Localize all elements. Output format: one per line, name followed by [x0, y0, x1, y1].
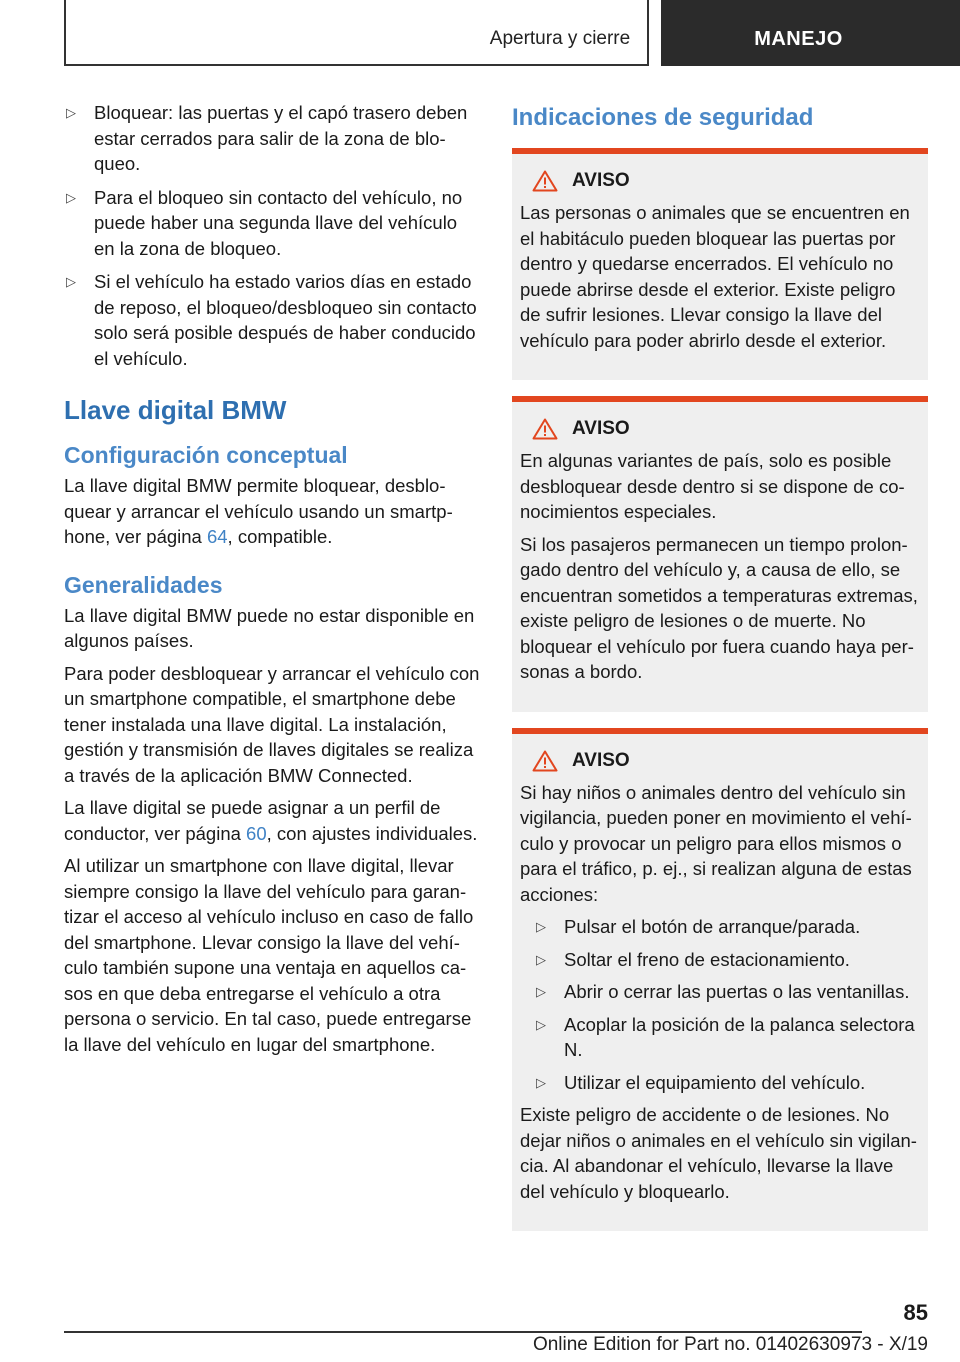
- list-item: ▷ Abrir o cerrar las puertas o las ventanillas.: [534, 979, 920, 1005]
- triangle-right-icon: ▷: [536, 951, 546, 967]
- header-rule-left: [64, 0, 66, 66]
- general-paragraph-4: Al utilizar un smartphone con llave digital, llevar siempre consigo la llave del vehículo para garantizar el acceso al vehículo incluso en caso de fallo del smartphone. Llevar consigo la llave del vehículo también supone una ventaja en aquellos casos en que deba entregarse el vehículo a otra persona o servicio. En tal caso, puede entregarse la llave del vehículo en lugar del smartphone.: [64, 855, 474, 1055]
- list-item: ▷ Utilizar el equipamiento del vehículo.: [534, 1070, 920, 1096]
- list-item: ▷ Soltar el freno de estacionamiento.: [534, 947, 920, 973]
- header-section-title: Apertura y cierre: [489, 28, 631, 49]
- list-item: ▷ Pulsar el botón de arranque/parada.: [534, 914, 920, 940]
- actions-list: [534, 914, 920, 1095]
- footer-edition: Online Edition for Part no. 01402630973 - X/19: [532, 1334, 928, 1355]
- triangle-right-icon: ▷: [536, 1016, 546, 1032]
- triangle-right-icon: ▷: [66, 105, 76, 120]
- list-item: ▷ Acoplar la posición de la palanca selectora N.: [536, 1013, 915, 1060]
- warning-box-3: [512, 728, 928, 1232]
- warning-text: Si hay niños o animales dentro del vehículo sin vigilancia, pueden poner en movimiento el vehículo y provocar un peligro para ellos mismos o para el tráfico, p. ej., si realizan alguna de estas acciones:: [520, 781, 912, 905]
- warning-label: AVISO: [572, 418, 630, 439]
- general-paragraph-3: La llave digital se puede asignar a un perfil de conductor, ver página 60, con ajustes individuales.: [64, 797, 478, 844]
- triangle-right-icon: ▷: [536, 984, 546, 999]
- footer-rule: [64, 1331, 862, 1333]
- left-column: [64, 100, 482, 1064]
- heading-safety: Indicaciones de seguridad: [512, 104, 814, 131]
- header-chapter-tab: [661, 0, 960, 66]
- triangle-right-icon: ▷: [66, 189, 76, 205]
- list-item: ▷ Si el vehículo ha estado varios días en estado de reposo, el bloqueo/desbloqueo sin contacto solo será posible después de haber conducido el vehículo.: [66, 271, 477, 369]
- general-paragraph-1: La llave digital BMW puede no estar disponible en algunos países.: [64, 604, 475, 651]
- list-item: ▷ Bloquear: las puertas y el capó trasero deben estar cerrados para salir de la zona de bloqueo.: [66, 102, 468, 174]
- lock-conditions-list: [64, 100, 482, 371]
- warning-text: En algunas variantes de país, solo es posible desbloquear desde dentro si se dispone de conocimientos especiales.: [520, 450, 905, 522]
- warning-label: AVISO: [572, 170, 630, 191]
- concept-paragraph: La llave digital BMW permite bloquear, desbloquear y arrancar el vehículo usando un smartphone, ver página 64, compatible.: [64, 475, 453, 547]
- warning-text: Existe peligro de accidente o de lesiones. No dejar niños o animales en el vehículo sin vigilancia. Al abandonar el vehículo, llevarse la llave del vehículo y bloquearlo.: [520, 1104, 917, 1202]
- warning-triangle-icon: [532, 418, 558, 440]
- warning-triangle-icon: [532, 170, 558, 192]
- triangle-right-icon: ▷: [66, 274, 76, 289]
- general-paragraph-2: Para poder desbloquear y arrancar el vehículo con un smartphone compatible, el smartphone debe tener instalada una llave digital. La instalación, gestión y transmisión de llaves digitales se realiza a través de la aplicación BMW Connected.: [64, 662, 480, 786]
- page-number: 85: [903, 1300, 928, 1325]
- header-rule-right: [647, 0, 649, 66]
- right-column: [512, 100, 928, 1247]
- heading-digital-key: Llave digital BMW: [64, 395, 287, 425]
- warning-box-1: [512, 148, 928, 380]
- page-link-64[interactable]: 64: [206, 526, 228, 547]
- warning-box-2: [512, 396, 928, 712]
- triangle-right-icon: ▷: [536, 919, 546, 934]
- triangle-right-icon: ▷: [536, 1074, 546, 1090]
- warning-triangle-icon: [532, 750, 558, 772]
- header-chapter-label: MANEJO: [754, 28, 843, 50]
- warning-text: Las personas o animales que se encuentren en el habitáculo pueden bloquear las puertas por dentro y quedarse encerrados. El vehículo no puede abrirse desde el exterior. Existe peligro de sufrir lesiones. Llevar consigo la llave del vehículo para poder abrirlo desde el exterior.: [520, 202, 910, 351]
- heading-concept: Configuración conceptual: [64, 442, 348, 468]
- header-rule-bottom: [64, 64, 649, 66]
- list-item: ▷ Para el bloqueo sin contacto del vehículo, no puede haber una segunda llave del vehículo en la zona de bloqueo.: [66, 186, 463, 259]
- heading-general: Generalidades: [64, 571, 223, 598]
- warning-label: AVISO: [572, 749, 630, 771]
- page-link-60[interactable]: 60: [246, 822, 267, 844]
- warning-text: Si los pasajeros permanecen un tiempo prolongado dentro del vehículo y, a causa de ello, se encuentran sometidos a temperaturas extremas, existe peligro de lesiones o de muerte. No bloquear el vehículo por fuera cuando haya personas a bordo.: [520, 533, 918, 682]
